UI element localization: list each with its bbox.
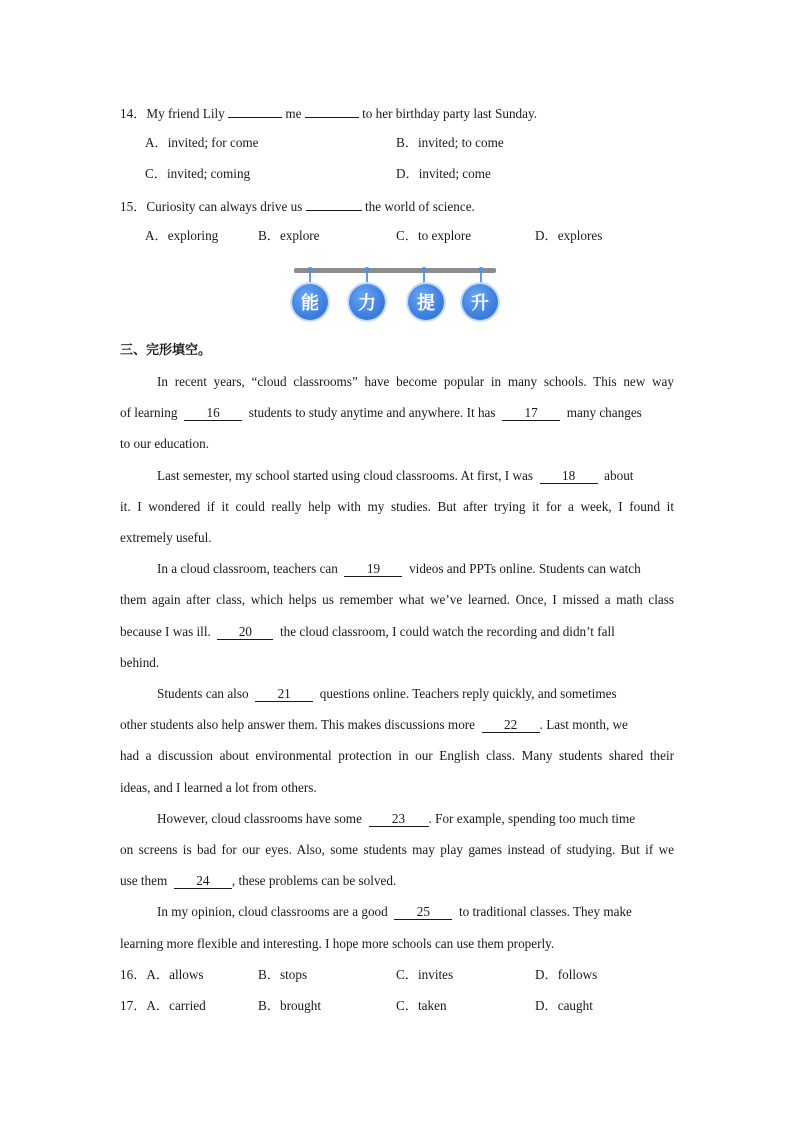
question-14-stem: [120, 103, 537, 123]
q15-stem-part-b: the world of science.: [365, 199, 475, 214]
q14-blank-2: [305, 103, 359, 118]
p4-line-1: [157, 685, 617, 703]
q14-option-d: D．invited; come: [396, 166, 491, 181]
ability-boost-banner: [294, 264, 496, 324]
blank-25: 25: [394, 904, 452, 920]
banner-bar: [294, 268, 496, 273]
p2-l1-text-a: Last semester, my school started using cloud classrooms. At first, I was: [157, 468, 533, 483]
q15-option-b: B．explore: [258, 228, 320, 243]
p6-line-2: learning more flexible and interesting. I hope more schools can use them properly.: [120, 936, 555, 951]
question-15-stem: [120, 196, 475, 216]
p2-l1-text-b: about: [604, 468, 634, 483]
q14-stem-part-c: to her birthday party last Sunday.: [362, 106, 538, 121]
p2-line-2: it. I wondered if it could really help with my studies. But after trying it for a week, I found it: [120, 499, 674, 514]
p4-line-4: ideas, and I learned a lot from others.: [120, 780, 317, 795]
p1-line-1: In recent years, “cloud classrooms” have become popular in many schools. This new way: [157, 374, 674, 389]
banner-badge-3: 提: [408, 284, 444, 320]
p3-line-1: [157, 560, 641, 578]
p3-l3-text-b: the cloud classroom, I could watch the recording and didn’t fall: [280, 624, 615, 639]
p2-line-3: extremely useful.: [120, 530, 212, 545]
p3-l3-text-a: because I was ill.: [120, 624, 211, 639]
banner-dot-3: [421, 267, 427, 273]
p6-line-1: [157, 903, 632, 921]
blank-19: 19: [344, 561, 402, 577]
blank-16: 16: [184, 405, 242, 421]
q16-option-b: B．stops: [258, 967, 308, 982]
q16-option-a: 16．A．allows: [120, 967, 204, 982]
banner-badge-1: 能: [292, 284, 328, 320]
p5-l3-text-a: use them: [120, 873, 168, 888]
blank-23: 23: [369, 811, 429, 827]
q15-option-a: A．exploring: [145, 228, 219, 243]
p3-line-2: them again after class, which helps us remember what we’ve learned. Once, I missed a math class: [120, 592, 674, 607]
p5-l3-text-b: , these problems can be solved.: [231, 873, 397, 888]
p5-l1-text-b: . For example, spending too much time: [428, 811, 636, 826]
blank-22: 22: [482, 717, 540, 733]
q16-option-d: D．follows: [535, 967, 598, 982]
p2-line-1: [157, 467, 633, 485]
q15-option-d: D．explores: [535, 228, 603, 243]
p4-l1-text-b: questions online. Teachers reply quickly, and sometimes: [319, 686, 617, 701]
q14-stem-part-b: me: [285, 106, 302, 121]
q14-option-b: B．invited; to come: [396, 135, 504, 150]
p3-line-4: behind.: [120, 655, 160, 670]
p3-l1-text-a: In a cloud classroom, teachers can: [157, 561, 338, 576]
q14-option-c: C．invited; coming: [145, 166, 251, 181]
blank-21: 21: [255, 686, 313, 702]
q15-option-c: C．to explore: [396, 228, 472, 243]
p3-l1-text-b: videos and PPTs online. Students can watch: [409, 561, 641, 576]
p4-line-2: [120, 716, 628, 734]
p1-l2-text-c: many changes: [566, 405, 642, 420]
p1-line-3: to our education.: [120, 436, 209, 451]
q14-option-a: A．invited; for come: [145, 135, 259, 150]
p5-line-3: [120, 872, 396, 890]
banner-dot-2: [364, 267, 370, 273]
banner-badge-4: 升: [462, 284, 498, 320]
q14-blank-1: [228, 103, 282, 118]
q17-option-b: B．brought: [258, 998, 322, 1013]
section-heading: 三、完形填空。: [120, 343, 212, 358]
blank-17: 17: [502, 405, 560, 421]
p4-l2-text-b: . Last month, we: [539, 717, 628, 732]
blank-24: 24: [174, 873, 232, 889]
q15-blank: [306, 196, 362, 211]
q14-stem-part-a: 14．My friend Lily: [120, 106, 225, 121]
p3-line-3: [120, 623, 615, 641]
p4-l2-text-a: other students also help answer them. This makes discussions more: [120, 717, 476, 732]
q16-option-c: C．invites: [396, 967, 454, 982]
banner-dot-4: [478, 267, 484, 273]
p6-l1-text-a: In my opinion, cloud classrooms are a good: [157, 904, 388, 919]
q17-option-a: 17．A．carried: [120, 998, 206, 1013]
blank-20: 20: [217, 624, 273, 640]
p5-line-1: [157, 810, 635, 828]
p6-l1-text-b: to traditional classes. They make: [458, 904, 632, 919]
blank-18: 18: [540, 468, 598, 484]
banner-badge-2: 力: [349, 284, 385, 320]
p5-line-2: on screens is bad for our eyes. Also, some students may play games instead of studying. But if we: [120, 842, 674, 857]
q17-option-c: C．taken: [396, 998, 447, 1013]
p1-l2-text-b: students to study anytime and anywhere. It has: [248, 405, 496, 420]
p5-l1-text-a: However, cloud classrooms have some: [157, 811, 362, 826]
p4-l1-text-a: Students can also: [157, 686, 249, 701]
p1-l2-text-a: of learning: [120, 405, 178, 420]
q17-option-d: D．caught: [535, 998, 593, 1013]
q15-stem-part-a: 15．Curiosity can always drive us: [120, 199, 303, 214]
p1-line-2: [120, 404, 642, 422]
banner-dot-1: [307, 267, 313, 273]
p4-line-3: had a discussion about environmental protection in our English class. Many students shared their: [120, 748, 674, 763]
